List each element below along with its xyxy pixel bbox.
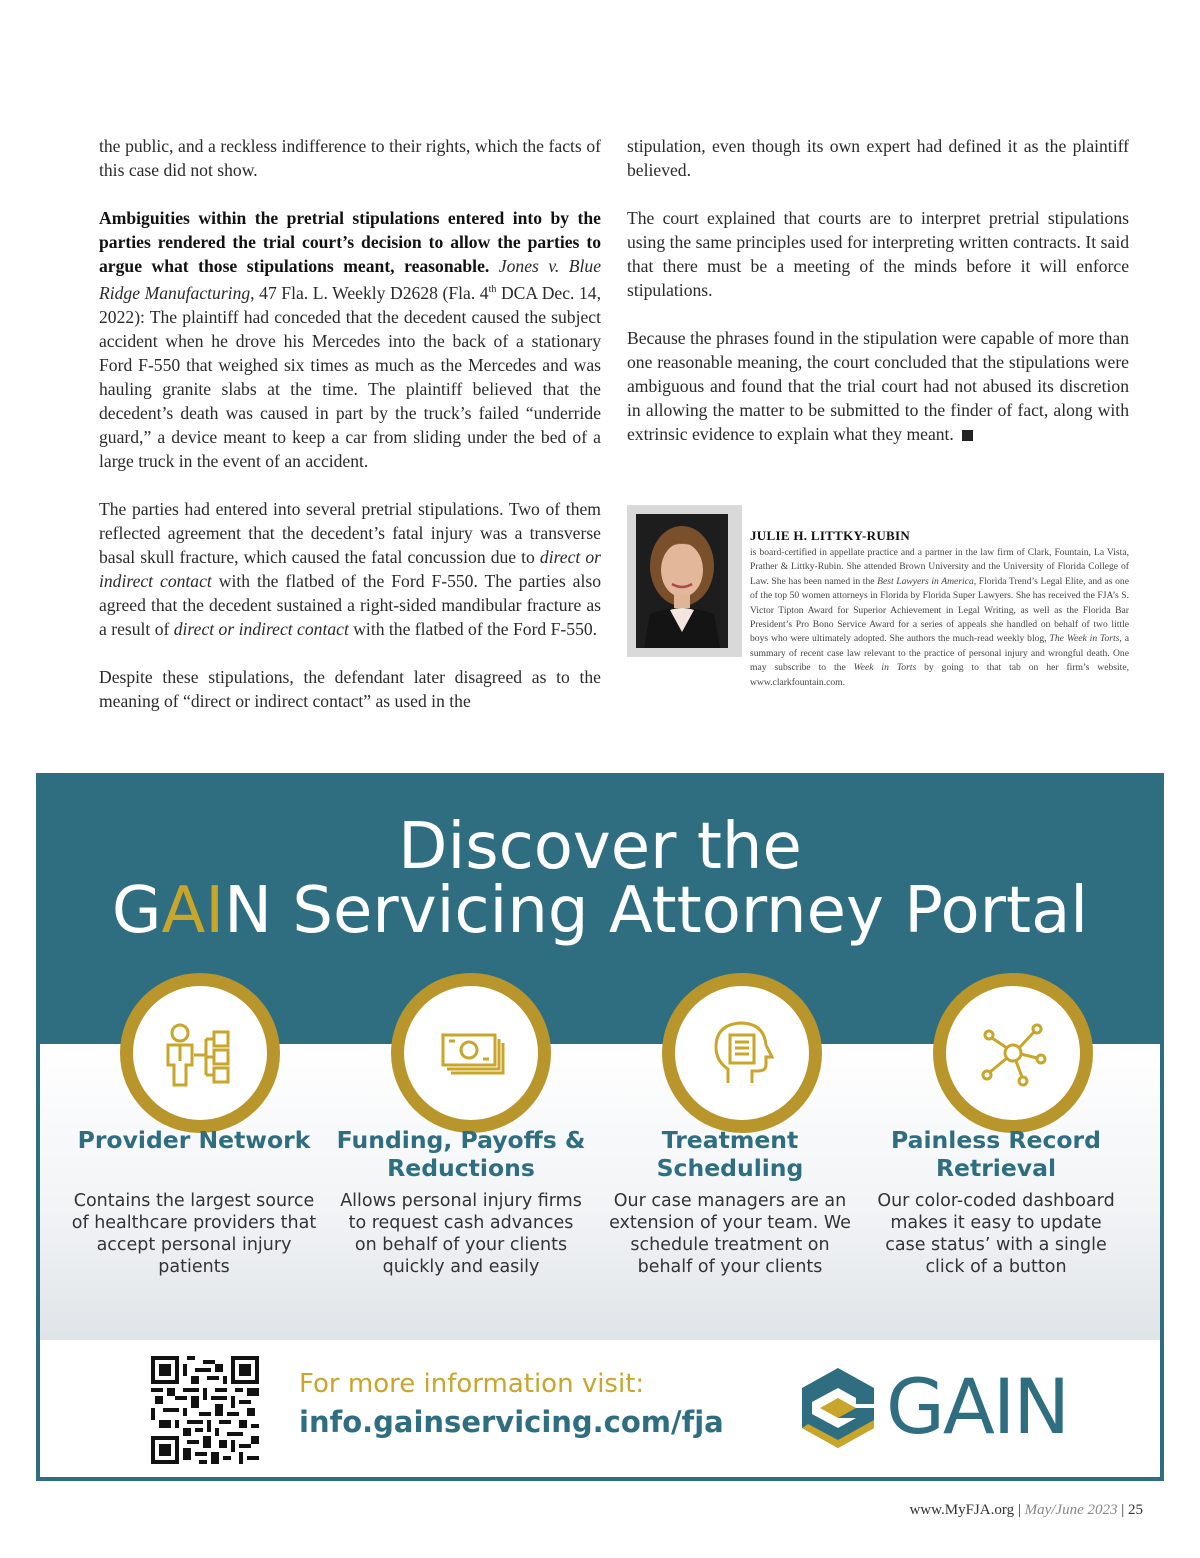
provider-network-icon <box>150 1003 250 1103</box>
ad-headline-line1: Discover the <box>398 810 802 884</box>
feature-description: Allows personal injury firms to request cash advances on behalf of your clients quickly and easily <box>340 1191 582 1277</box>
feature-title: Provider Network <box>77 1126 311 1154</box>
page-number: 25 <box>1128 1502 1143 1518</box>
author-name: JULIE H. LITTKY-RUBIN <box>750 528 911 543</box>
author-bio: JULIE H. LITTKY-RUBIN is board-certified in appellate practice and a partner in the law firm of Clark, Fountain, La Vista, Prather & Littky-Rubin. She attended Brown University and the University of Florida College of Law. She has been named in the Best Lawyers in America, Florida Trend’s Legal Elite, and as one of the top 50 women attorneys in Florida by Florida Super Lawyers. She has received the FJA’s S. Victor Tipton Award for Superior Achievement in Legal Writing, as well as the Florida Bar President’s Pro Bono Service Award for a series of appeals she handled on behalf of two little boys who were ultimately adopted. She authors the much-read weekly blog, The Week in Torts, a summary of recent case law relevant to the practice of personal injury and wrongful death. One may subscribe to the Week in Torts by going to that tab on her firm’s website, www.clarkfountain.com. <box>750 528 1129 688</box>
cta-label: For more information visit: <box>299 1369 645 1399</box>
provider-network-badge <box>120 973 280 1133</box>
end-of-article-icon <box>962 430 973 441</box>
treatment-scheduling-badge <box>662 973 822 1133</box>
ad-headline-line2: GAIN Servicing Attorney Portal <box>111 874 1089 948</box>
feature-description: Our color-coded dashboard makes it easy to update case status’ with a single click of a button <box>877 1191 1115 1277</box>
gain-logo-icon <box>798 1364 878 1452</box>
case-summary-paragraph: Ambiguities within the pretrial stipulations entered into by the parties rendered the trial court’s decision to allow the parties to argue what those stipulations meant, reasonable. Jones v. Blue Ridge Manufacturing, 47 Fla. L. Weekly D2628 (Fla. 4th DCA Dec. 14, 2022): The plaintiff had conceded that the decedent caused the subject accident when he drove his Mercedes into the back of a stationary Ford F-550 that weighed six times as much as the Mercedes and was hauling granite slabs at the time. The plaintiff believed that the decedent’s death was caused in part by the truck’s failed “underride guard,” a device meant to keep a car from sliding under the bed of a large truck in the event of an accident. <box>99 208 602 471</box>
paragraph: the public, and a reckless indifference to their rights, which the facts of this case did not show. <box>99 136 601 180</box>
page-footer: www.MyFJA.org | May/June 2023 | 25 <box>909 1502 1143 1518</box>
feature-title: Funding, Payoffs & Reductions <box>336 1126 586 1182</box>
funding-badge <box>391 973 551 1133</box>
qr-code[interactable] <box>151 1356 259 1464</box>
paragraph: The parties had entered into several pretrial stipulations. Two of them reflected agreement that the decedent’s fatal injury was a transverse basal skull fracture, which caused the fatal concussion due to direct or indirect contact with the flatbed of the Ford F-550. The parties also agreed that the decedent sustained a right-sided mandibular fracture as a result of direct or indirect contact with the flatbed of the Ford F-550. <box>99 498 601 639</box>
footer-site: www.MyFJA.org <box>909 1502 1015 1518</box>
network-nodes-icon <box>963 1003 1063 1103</box>
feature-description: Our case managers are an extension of your team. We schedule treatment on behalf of your clients <box>609 1191 851 1277</box>
paragraph: Because the phrases found in the stipulation were capable of more than one reasonable meaning, the court concluded that the stipulations were ambiguous and found that the trial court had not abused its discretion in allowing the matter to be submitted to the finder of fact, along with extrinsic evidence to explain what they meant. <box>627 328 1129 444</box>
paragraph: The court explained that courts are to interpret pretrial stipulations using the same principles used for interpreting written contracts. It said that there must be a meeting of the minds before it will enforce stipulations. <box>627 208 1129 300</box>
case-headline: Ambiguities within the pretrial stipulations entered into by the parties rendered the trial court’s decision to allow the parties to argue what those stipulations meant, reasonable. <box>99 208 601 276</box>
feature-title: Painless Record Retrieval <box>891 1126 1101 1182</box>
case-name: Jones v. Blue Ridge Manufacturing <box>99 256 602 303</box>
gain-logo: GAIN <box>886 1362 1069 1451</box>
footer-issue: May/June 2023 <box>1024 1502 1118 1518</box>
feature-description: Contains the largest source of healthcare providers that accept personal injury patients <box>71 1191 317 1277</box>
money-stack-icon <box>421 1003 521 1103</box>
cta-link[interactable]: info.gainservicing.com/fja <box>299 1405 724 1439</box>
feature-title: Treatment Scheduling <box>656 1126 804 1182</box>
paragraph: stipulation, even though its own expert had defined it as the plaintiff believed. <box>627 136 1129 180</box>
head-document-icon <box>692 1003 792 1103</box>
author-photo <box>636 514 728 648</box>
article-left-column <box>99 134 601 737</box>
record-retrieval-badge <box>933 973 1093 1133</box>
paragraph: Despite these stipulations, the defendant later disagreed as to the meaning of “direct or indirect contact” as used in the <box>99 666 601 711</box>
article-right-column <box>627 134 1129 470</box>
